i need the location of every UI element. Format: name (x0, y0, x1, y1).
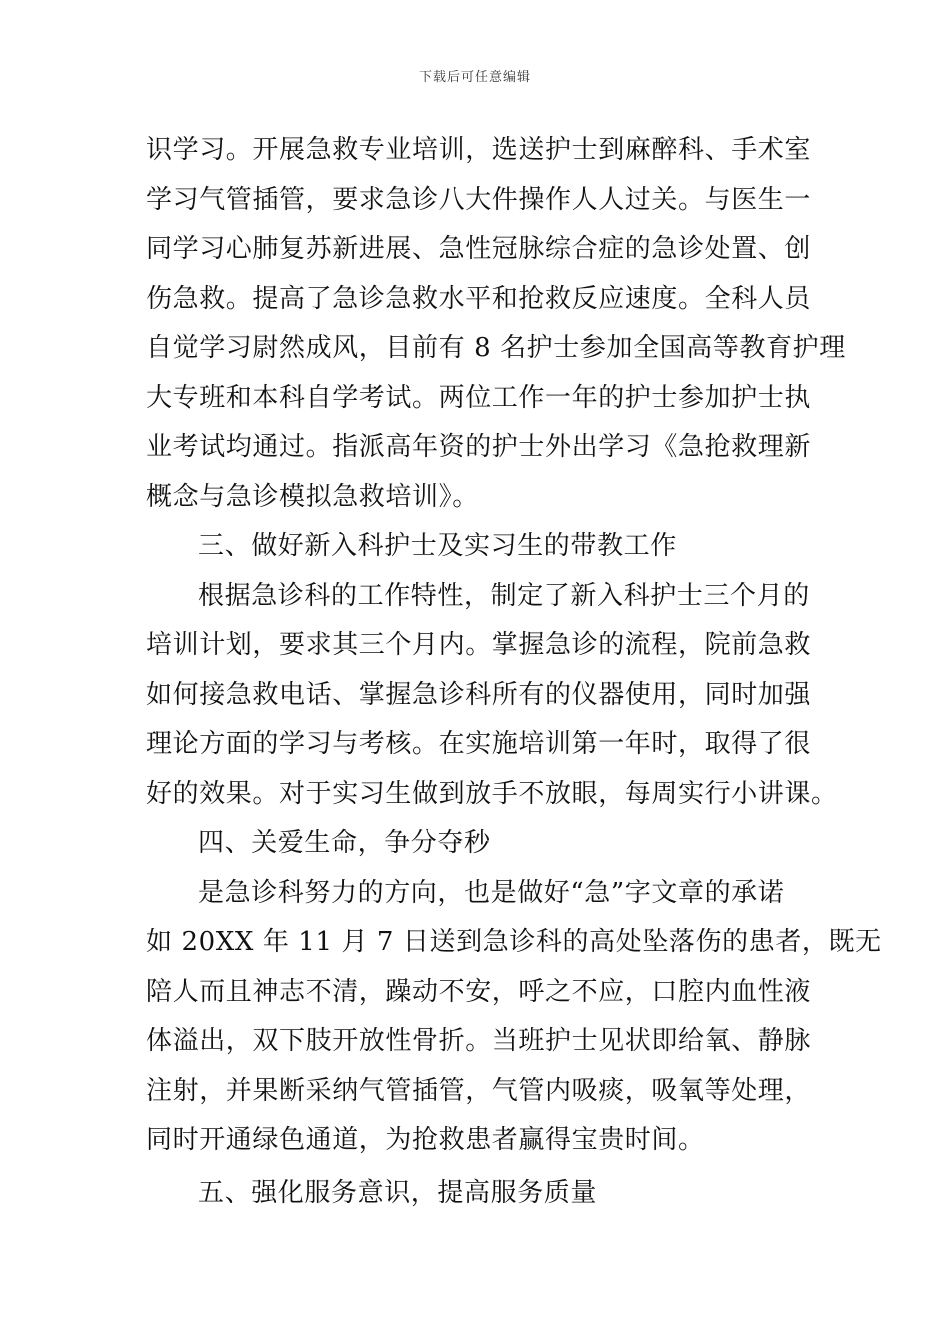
text-line: 概念与急诊模拟急救培训》。 (146, 481, 479, 512)
header-note: 下载后可任意编辑 (418, 70, 531, 85)
text-line: 业考试均通过。指派高年资的护士外出学习《急抢救理新 (146, 432, 812, 462)
text-line: 好的效果。对于实习生做到放手不放眼，每周实行小讲课。 (146, 778, 838, 809)
text-line: 体溢出，双下肢开放性骨折。当班护士见状即给氧、静脉 (146, 1026, 812, 1056)
text-line: 自觉学习尉然成风，目前有 8 名护士参加全国高等教育护理 (146, 333, 846, 363)
text-line: 培训计划，要求其三个月内。掌握急诊的流程，院前急救 (146, 630, 812, 660)
text-line: 大专班和本科自学考试。两位工作一年的护士参加护士执 (146, 382, 812, 413)
section-heading: 三、做好新入科护士及实习生的带教工作 (198, 531, 677, 561)
text-line: 学习气管插管，要求急诊八大件操作人人过关。与医生一 (146, 184, 812, 215)
section-heading: 五、强化服务意识，提高服务质量 (198, 1177, 598, 1208)
text-line: 同时开通绿色通道，为抢救患者赢得宝贵时间。 (146, 1125, 705, 1155)
text-line: 陪人而且神志不清，躁动不安，呼之不应，口腔内血性液 (146, 976, 812, 1007)
text-line: 注射，并果断采纳气管插管，气管内吸痰，吸氧等处理， (146, 1075, 812, 1106)
text-line: 如 20XX 年 11 月 7 日送到急诊科的高处坠落伤的患者，既无 (146, 927, 882, 957)
text-line: 识学习。开展急救专业培训，选送护士到麻醉科、手术室 (146, 135, 812, 165)
text-line: 同学习心肺复苏新进展、急性冠脉综合症的急诊处置、创 (146, 234, 812, 264)
text-line: 理论方面的学习与考核。在实施培训第一年时，取得了很 (146, 729, 812, 759)
paragraph-start: 根据急诊科的工作特性，制定了新入科护士三个月的 (198, 580, 810, 611)
section-heading: 四、关爱生命，争分夺秒 (198, 828, 491, 858)
paragraph-start: 是急诊科努力的方向，也是做好“急”字文章的承诺 (198, 877, 785, 908)
document-body (146, 126, 882, 1218)
text-line: 伤急救。提高了急诊急救水平和抢救反应速度。全科人员 (146, 283, 812, 314)
text-line: 如何接急救电话、掌握急诊科所有的仪器使用，同时加强 (146, 679, 812, 710)
